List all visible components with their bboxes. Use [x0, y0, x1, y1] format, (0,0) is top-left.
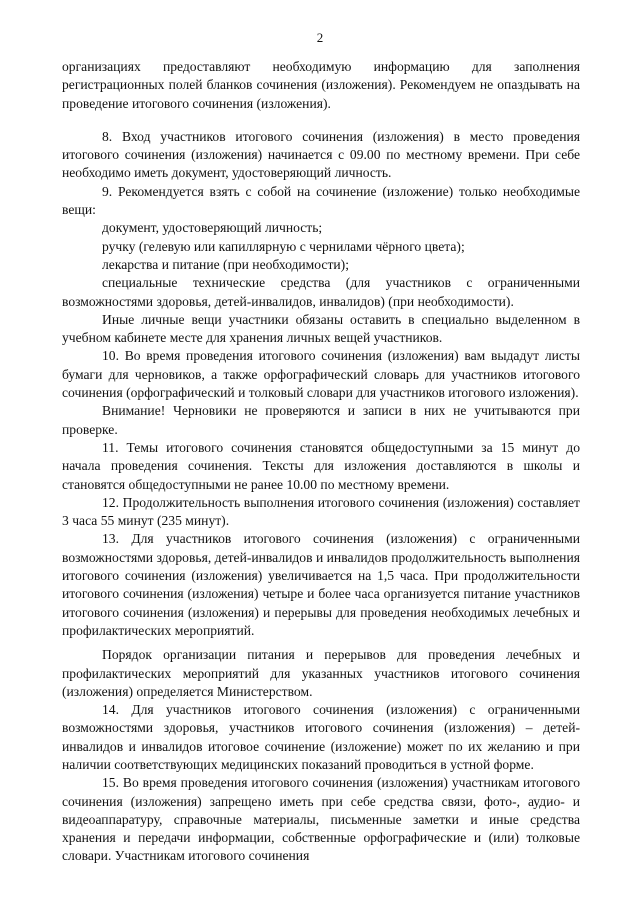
list-item-document: документ, удостоверяющий личность; — [102, 220, 323, 236]
paragraph-item-13: 13. Для участников итогового сочинения (изложения) с ограниченными возможностями здоровья, детей-инвалидов и инвалидов продолжительность выполнения итогового сочинения (изложения) увеличивается на 1,5 часа. При продолжительности итогового сочинения (изложения) четыре и более часа организуется питание участников итогового сочинения (изложения) и перерывы для проведения необходимых лечебных и профилактических мероприятий. — [62, 531, 580, 638]
list-item-medicine: лекарства и питание (при необходимости); — [102, 256, 349, 272]
list-item-special-equipment: специальные технические средства (для участников с ограниченными возможностями здоровья, детей-инвалидов, инвалидов) (при необходимости). — [62, 275, 580, 309]
page-number: 2 — [316, 30, 324, 45]
paragraph-item-10: 10. Во время проведения итогового сочинения (изложения) вам выдадут листы бумаги для черновиков, а также орфографический словарь для участников итогового сочинения (орфографический и толковый словари для участников итогового изложения). — [62, 348, 580, 401]
paragraph-attention: Внимание! Черновики не проверяются и записи в них не учитываются при проверке. — [62, 403, 580, 437]
list-item-pen: ручку (гелевую или капиллярную с чернилами чёрного цвета); — [102, 238, 465, 254]
paragraph-item-15: 15. Во время проведения итогового сочинения (изложения) участникам итогового сочинения (изложения) запрещено иметь при себе средства связи, фото-, аудио- и видеоаппаратуру, справочные материалы, письменные заметки и иные средства хранения и передачи информации, собственные орфографические и (или) толковые словари. Участникам итогового сочинения — [62, 775, 580, 864]
paragraph-personal-items: Иные личные вещи участники обязаны оставить в специально выделенном в учебном кабинете месте для хранения личных вещей участников. — [62, 311, 580, 346]
paragraph-item-14: 14. Для участников итогового сочинения (изложения) с ограниченными возможностями здоровья, участников итогового сочинения (изложения) – детей-инвалидов и инвалидов итоговое сочинение (изложение) может по их желанию и при наличии соответствующих медицинских показаний проводиться в устной форме. — [62, 702, 580, 772]
paragraph-item-12: 12. Продолжительность выполнения итогового сочинения (изложения) составляет 3 часа 55 минут (235 минут). — [62, 494, 580, 529]
paragraph-meal-order: Порядок организации питания и перерывов для проведения лечебных и профилактических мероприятий для указанных участников итогового сочинения (изложения) определяется Министерством. — [62, 647, 580, 699]
paragraph-continuation: организациях предоставляют необходимую информацию для заполнения регистрационных полей бланков сочинения (изложения). Рекомендуем не опаздывать на проведение итогового сочинения (изложения). — [62, 59, 580, 111]
paragraph-item-8: 8. Вход участников итогового сочинения (изложения) в место проведения итогового сочинения (изложения) начинается с 09.00 по местному времени. При себе необходимо иметь документ, удостоверяющий личность. — [62, 128, 580, 181]
paragraph-item-9: 9. Рекомендуется взять с собой на сочинение (изложение) только необходимые вещи: — [62, 183, 580, 218]
paragraph-item-11: 11. Темы итогового сочинения становятся общедоступными за 15 минут до начала проведения сочинения. Тексты для изложения доставляются в школы и становятся общедоступными не ранее 10.00 по местному времени. — [62, 439, 580, 492]
document-body — [62, 58, 580, 866]
